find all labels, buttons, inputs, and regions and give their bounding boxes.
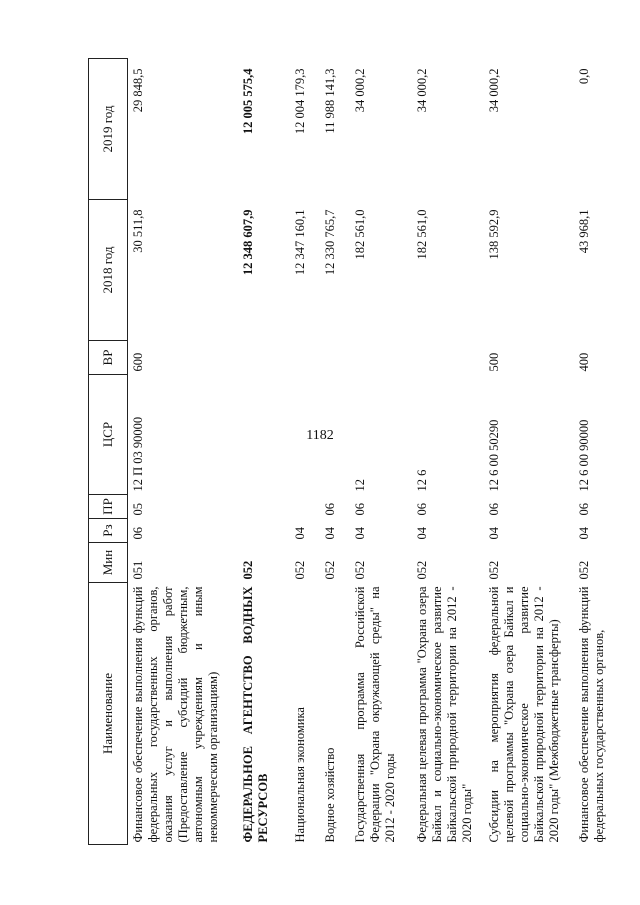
row-rz: 04 xyxy=(352,527,367,540)
row-min: 052 xyxy=(240,560,255,580)
header-2019: 2019 год xyxy=(89,59,128,200)
row-min: 051 xyxy=(131,560,145,580)
row-min: 052 xyxy=(292,560,307,580)
row-csr: 12 6 xyxy=(414,469,429,492)
row-2019: 11 988 141,3 xyxy=(322,68,337,134)
row-rz: 04 xyxy=(322,527,337,540)
table-row xyxy=(412,59,484,845)
row-2018: 12 347 160,1 xyxy=(292,209,307,276)
row-vr: 600 xyxy=(131,352,145,372)
row-csr: 12 П 03 90000 xyxy=(131,416,145,492)
row-rz: 04 xyxy=(414,527,429,540)
row-min: 052 xyxy=(576,560,591,580)
row-min: 052 xyxy=(486,560,501,580)
row-min: 052 xyxy=(322,560,337,580)
row-name: ФЕДЕРАЛЬНОЕ АГЕНТСТВО ВОДНЫХ РЕСУРСОВ xyxy=(240,586,270,843)
table-row xyxy=(290,59,320,845)
row-name: Национальная экономика xyxy=(292,707,307,843)
row-2019: 0,0 xyxy=(576,68,591,85)
header-name: Наименование xyxy=(89,583,128,845)
header-vr: ВР xyxy=(89,341,128,375)
header-csr: ЦСР xyxy=(89,375,128,495)
row-vr xyxy=(320,341,350,375)
row-vr: 500 xyxy=(486,352,501,372)
row-vr xyxy=(238,341,290,375)
row-2018: 43 968,1 xyxy=(576,209,591,254)
row-2018: 12 330 765,7 xyxy=(322,209,337,276)
row-2019: 34 000,2 xyxy=(352,68,367,113)
row-vr xyxy=(290,341,320,375)
row-2019: 29 848,5 xyxy=(131,68,145,113)
row-rz: 04 xyxy=(486,527,501,540)
row-rz: 06 xyxy=(131,527,145,540)
row-2018: 182 561,0 xyxy=(414,209,429,260)
row-csr: 12 xyxy=(352,479,367,492)
row-csr xyxy=(290,375,320,495)
table-row xyxy=(128,59,238,845)
header-pr: ПР xyxy=(89,495,128,519)
header-min: Мин xyxy=(89,543,128,583)
row-csr xyxy=(238,375,290,495)
row-name: Субсидии на мероприятия федеральной целевой программы "Охрана озера Байкал и социально-экономическое развитие Байкальской природной территории на 2012 - 2020 годы" (Межбюджетные трансферты) xyxy=(486,586,561,843)
row-rz: 04 xyxy=(292,527,307,540)
row-2018: 138 592,9 xyxy=(486,209,501,260)
row-name: Государственная программа Российской Федерации "Охрана окружающей среды" на 2012 - 2020 годы xyxy=(352,586,397,843)
row-name: Федеральная целевая программа "Охрана озера Байкал и социально-экономическое развитие Байкальской природной территории на 2012 - 2020 годы" xyxy=(414,586,474,843)
row-min: 052 xyxy=(352,560,367,580)
row-pr: 06 xyxy=(486,503,501,516)
row-vr xyxy=(412,341,484,375)
row-pr: 06 xyxy=(576,503,591,516)
row-csr xyxy=(320,375,350,495)
row-pr: 06 xyxy=(322,503,337,516)
table-body xyxy=(128,59,614,845)
row-2018: 30 511,8 xyxy=(131,209,145,253)
row-rz: 04 xyxy=(576,527,591,540)
row-2019: 34 000,2 xyxy=(414,68,429,113)
table-row xyxy=(574,59,614,845)
row-vr: 400 xyxy=(576,352,591,372)
row-pr xyxy=(290,495,320,519)
row-name: Финансовое обеспечение выполнения функций федеральных государственных органов, оказания услуг и выполнения работ (Предоставление субсидий бюджетным, автономным учреждениям и иным некоммерческим организациям) xyxy=(131,586,220,843)
row-csr: 12 6 00 90000 xyxy=(576,419,591,492)
table-row xyxy=(320,59,350,845)
page-number: 1182 xyxy=(306,428,334,443)
row-pr: 06 xyxy=(414,503,429,516)
row-vr xyxy=(350,341,412,375)
row-pr xyxy=(238,495,290,519)
row-csr: 12 6 00 50290 xyxy=(486,419,501,492)
row-2018: 182 561,0 xyxy=(352,209,367,260)
budget-table xyxy=(88,58,614,845)
row-name: Водное хозяйство xyxy=(322,747,337,843)
row-pr: 06 xyxy=(352,503,367,516)
table-row xyxy=(350,59,412,845)
row-2018: 12 348 607,9 xyxy=(240,209,255,276)
table-row xyxy=(484,59,574,845)
header-rz: Рз xyxy=(89,519,128,543)
table-header-row xyxy=(89,59,128,845)
row-rz xyxy=(238,519,290,543)
row-2019: 12 005 575,4 xyxy=(240,68,255,135)
row-name: Финансовое обеспечение выполнения функций федеральных государственных органов, xyxy=(576,586,606,843)
row-2019: 34 000,2 xyxy=(486,68,501,113)
row-pr: 05 xyxy=(131,503,145,516)
budget-table-rotated xyxy=(88,59,608,845)
row-2019: 12 004 179,3 xyxy=(292,68,307,135)
table-row xyxy=(238,59,290,845)
row-min: 052 xyxy=(414,560,429,580)
header-2018: 2018 год xyxy=(89,200,128,341)
